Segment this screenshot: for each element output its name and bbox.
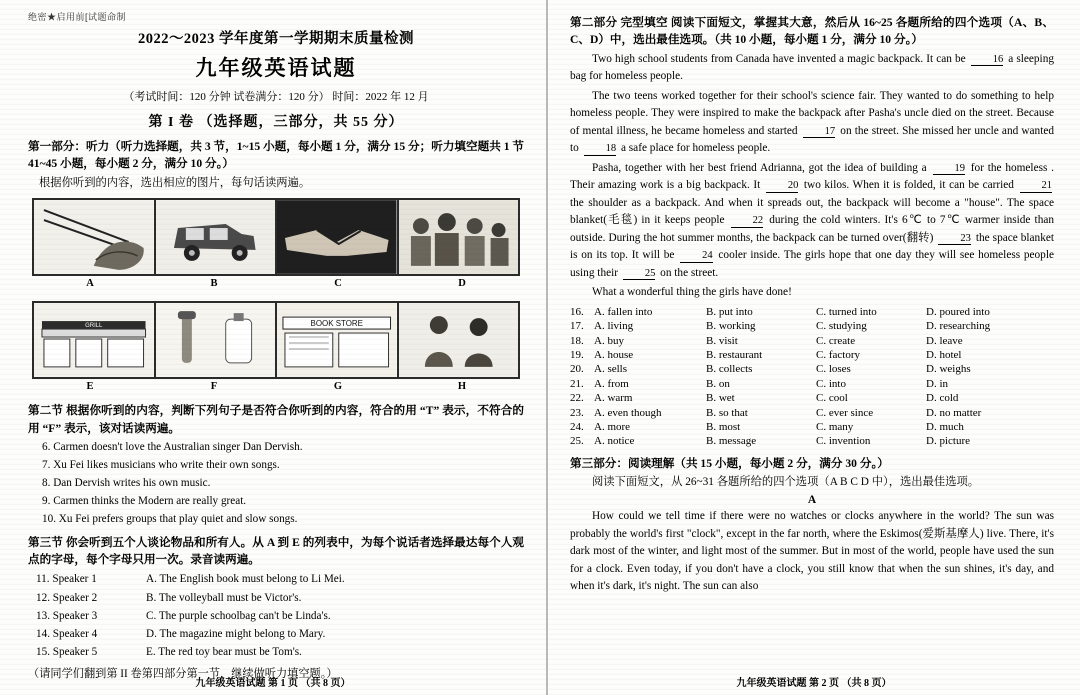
picture-label-b: B	[210, 278, 218, 290]
cloze-text: The two teens worked together for their school's science fair. They wanted to do something to help homeless people. They were inspired to make the backpack after Pasha's uncle died on the street. Because of mental illness, he became homeless and started	[570, 89, 1054, 137]
two-persons-icon	[399, 303, 519, 377]
toothbrush-paste-icon	[156, 303, 276, 377]
speaker-option: C. The purple schoolbag can't be Linda's.	[146, 609, 331, 622]
passage-a-text: How could we tell time if there were no watches or clocks anywhere in the world? The sun was probably the world's first "clock", except in the far north, where the Eskimos(爱斯基摩人) live. There, it's dark most of the winter, and light most of the summer. But in most of the world, people have used the sun for a clock. Even today, if you don't have a clock, you still know that when the sun shines, it's day, and when it's dark, it's night. The sun can also	[570, 510, 1054, 593]
picture-label-h: H	[457, 381, 467, 393]
option-d[interactable]: D. poured into	[926, 305, 990, 318]
exam-subtitle: （考试时间：120 分钟 试卷满分：120 分） 时间：2022 年 12 月	[123, 91, 429, 103]
option-d[interactable]: D. in	[926, 377, 948, 390]
speaker-option: A. The English book must belong to Li Mei.	[146, 573, 345, 586]
section2-item: 7. Xu Fei likes musicians who write their own songs.	[42, 458, 280, 471]
picture-label-f: F	[210, 381, 218, 393]
toy-car-icon	[156, 200, 276, 274]
picture-labels-row-1	[28, 278, 524, 293]
option-a[interactable]: A. from	[594, 377, 629, 390]
cloze-paragraph-4: What a wonderful thing the girls have done!	[592, 286, 792, 299]
picture-label-c: C	[334, 278, 342, 290]
cloze-text: Pasha, together with her best friend Adrianna, got the idea of building a	[592, 161, 931, 174]
option-a[interactable]: A. house	[594, 349, 634, 362]
option-a[interactable]: A. even though	[594, 406, 662, 419]
cloze-blank-16[interactable]: 16	[971, 55, 1004, 67]
option-number: 23.	[570, 406, 584, 419]
option-a[interactable]: A. buy	[594, 334, 624, 347]
option-d[interactable]: D. researching	[926, 320, 991, 333]
option-b[interactable]: B. wet	[706, 392, 735, 405]
restaurant-building-icon	[34, 303, 154, 377]
option-c[interactable]: C. cool	[816, 392, 848, 405]
picture-labels-row-2	[28, 381, 524, 396]
passage-letter: A	[807, 494, 817, 507]
section2-heading: 第二节 根据你听到的内容，判断下列句子是否符合你听到的内容，符合的用 “T” 表示，不符合的用 “F” 表示，该对话读两遍。	[28, 404, 524, 435]
option-number: 21.	[570, 377, 584, 390]
speaker-option: B. The volleyball must be Victor's.	[146, 591, 302, 604]
section3-heading: 第三节 你会听到五个人谈论物品和所有人。从 A 到 E 的列表中，为每个说话者选择最达每个人观点的字母，每个字母只用一次。录音读两遍。	[28, 535, 524, 567]
speaker-option-column	[146, 570, 524, 661]
table-row	[570, 319, 1054, 333]
option-number: 19.	[570, 349, 584, 362]
listening-picture-grid	[32, 198, 520, 276]
picture-b	[155, 199, 277, 275]
option-c[interactable]: C. create	[816, 334, 856, 347]
option-b[interactable]: B. on	[706, 377, 730, 390]
crowd-people-icon	[399, 200, 519, 274]
picture-label-e: E	[86, 381, 94, 393]
speaker-item: 15. Speaker 5	[36, 646, 98, 659]
cloze-text: on the street.	[657, 266, 719, 279]
cloze-text: the space blanket is on its top. It will be	[570, 231, 1054, 262]
cloze-blank-25[interactable]: 25	[623, 269, 656, 281]
table-row	[570, 362, 1054, 376]
option-d[interactable]: D. weighs	[926, 363, 971, 376]
section2-item: 10. Xu Fei prefers groups that play quiet and slow songs.	[42, 512, 298, 525]
cloze-paragraph-2	[570, 88, 1054, 158]
option-a[interactable]: A. warm	[594, 392, 633, 405]
option-d[interactable]: D. much	[926, 420, 964, 433]
speaker-match-table	[28, 570, 524, 661]
option-number: 22.	[570, 392, 584, 405]
option-d[interactable]: D. cold	[926, 392, 959, 405]
picture-c	[276, 199, 398, 275]
chopsticks-hand-icon	[34, 200, 154, 274]
cloze-text: Two high school students from Canada have invented a magic backpack. It can be	[592, 52, 969, 65]
cloze-paragraph-1	[570, 51, 1054, 86]
cloze-blank-24[interactable]: 24	[680, 251, 713, 263]
option-d[interactable]: D. no matter	[926, 406, 982, 419]
cloze-blank-22[interactable]: 22	[731, 216, 764, 228]
paper-part-heading: 第 I 卷 （选择题，三部分，共 55 分）	[148, 115, 404, 130]
option-number: 17.	[570, 320, 584, 333]
option-c[interactable]: C. studying	[816, 320, 867, 333]
table-row	[570, 305, 1054, 319]
table-row	[570, 405, 1054, 419]
option-c[interactable]: C. loses	[816, 363, 851, 376]
table-row	[570, 334, 1054, 348]
option-d[interactable]: D. hotel	[926, 349, 962, 362]
handshake-icon	[277, 200, 397, 274]
option-b[interactable]: B. most	[706, 420, 741, 433]
option-b[interactable]: B. working	[706, 320, 756, 333]
table-row	[570, 391, 1054, 405]
option-b[interactable]: B. restaurant	[706, 349, 763, 362]
picture-label-d: D	[458, 278, 466, 290]
option-number: 24.	[570, 420, 584, 433]
option-number: 25.	[570, 435, 584, 448]
svg-text:GRILL: GRILL	[85, 323, 103, 330]
part3-heading: 第三部分：阅读理解（共 15 小题，每小题 2 分，满分 30 分。）	[570, 456, 889, 470]
option-number: 16.	[570, 305, 584, 318]
cloze-blank-23[interactable]: 23	[938, 234, 971, 246]
section2-item: 6. Carmen doesn't love the Australian singer Dan Dervish.	[42, 441, 303, 454]
picture-d	[398, 199, 520, 275]
section2-item: 8. Dan Dervish writes his own music.	[42, 476, 211, 489]
cloze-text: two kilos. When it is folded, it can be carried	[800, 179, 1018, 192]
cloze-blank-17[interactable]: 17	[803, 127, 836, 139]
option-c[interactable]: C. invention	[816, 435, 871, 448]
exam-title-line1: 2022～2023 学年度第一学期期末质量检测	[137, 31, 415, 47]
section2-item: 9. Carmen thinks the Modern are really great.	[42, 494, 247, 507]
cloze-text: for the homeless . Their amazing work is a big backpack. It	[570, 161, 1054, 192]
page-right	[548, 0, 1080, 695]
speaker-column	[28, 570, 146, 661]
table-row	[570, 348, 1054, 362]
picture-a	[33, 199, 155, 275]
option-a[interactable]: A. sells	[594, 363, 627, 376]
speaker-option: D. The magazine might belong to Mary.	[146, 627, 326, 640]
picture-g	[276, 302, 398, 378]
option-c[interactable]: C. into	[816, 377, 846, 390]
picture-f	[155, 302, 277, 378]
picture-label-g: G	[333, 381, 343, 393]
option-c[interactable]: C. many	[816, 420, 854, 433]
part2-heading: 第二部分 完型填空 阅读下面短文，掌握其大意，然后从 16~25 各题所给的四个选项（A、B、C、D）中，选出最佳选项。（共 10 小题，每小题 1 分，满分 10 分。）	[570, 16, 1054, 47]
cloze-blank-18[interactable]: 18	[584, 144, 617, 156]
option-c[interactable]: C. turned into	[816, 305, 877, 318]
option-number: 20.	[570, 363, 584, 376]
option-b[interactable]: B. so that	[706, 406, 748, 419]
speaker-item: 13. Speaker 3	[36, 609, 98, 622]
cloze-paragraph-3	[570, 160, 1054, 283]
exam-title-line2: 九年级英语试题	[195, 56, 357, 80]
option-a[interactable]: A. living	[594, 320, 634, 333]
option-d[interactable]: D. picture	[926, 435, 970, 448]
picture-label-a: A	[86, 278, 94, 290]
option-a[interactable]: A. notice	[594, 435, 635, 448]
cloze-options-table	[570, 305, 1054, 449]
option-number: 18.	[570, 334, 584, 347]
option-a[interactable]: A. fallen into	[594, 305, 653, 318]
speaker-item: 11. Speaker 1	[36, 573, 97, 586]
picture-h	[398, 302, 520, 378]
svg-text:BOOK STORE: BOOK STORE	[310, 319, 363, 329]
cloze-blank-21[interactable]: 21	[1020, 181, 1053, 193]
option-c[interactable]: C. ever since	[816, 406, 874, 419]
cloze-text: a sleeping bag for homeless people.	[570, 52, 1054, 83]
book-store-icon	[277, 303, 397, 377]
table-row	[570, 377, 1054, 391]
cloze-text: on the street. She missed her uncle and wanted to	[570, 124, 1055, 155]
table-row	[570, 434, 1054, 448]
page-footer-left: 九年级英语试题 第 1 页 （共 8 页）	[195, 678, 351, 689]
page-footer-right: 九年级英语试题 第 2 页 （共 8 页）	[736, 678, 892, 689]
picture-e	[33, 302, 155, 378]
cloze-text: a safe place for homeless people.	[618, 142, 771, 155]
cloze-text: during the cold winters. It's 6℃ to 7℃ warmer inside than outside. During the hot summer months, the backpack can be turned over(翻转)	[570, 214, 1054, 244]
speaker-option: E. The red toy bear must be Tom's.	[146, 646, 302, 659]
speaker-item: 14. Speaker 4	[36, 627, 98, 640]
option-b[interactable]: B. collects	[706, 363, 753, 376]
cloze-text: cooler inside. The girls hope that one day they will see homeless people using their	[570, 249, 1054, 279]
cloze-blank-19[interactable]: 19	[933, 164, 966, 176]
option-d[interactable]: D. leave	[926, 334, 963, 347]
cloze-text: the shoulder as a backpack. And when it spreads out, the backpack will become a "house". The space blanket(毛毯) in it keeps people	[570, 196, 1054, 227]
speaker-item: 12. Speaker 2	[36, 591, 98, 604]
part1-heading: 第一部分：听力（听力选择题，共 3 节，1~15 小题，每小题 1 分，满分 15 分；听力填空题共 1 节 41~45 小题，每小题 2 分，满分 10 分。）	[28, 140, 524, 171]
option-b[interactable]: B. message	[706, 435, 757, 448]
turn-page-note: （请同学们翻到第 II 卷第四部分第一节，继续做听力填空题。）	[28, 668, 338, 681]
option-c[interactable]: C. factory	[816, 349, 860, 362]
listening-picture-grid-2	[32, 301, 520, 379]
option-b[interactable]: B. put into	[706, 305, 753, 318]
option-a[interactable]: A. more	[594, 420, 631, 433]
part3-subheading: 阅读下面短文，从 26~31 各题所给的四个选项（A B C D 中），选出最佳选项。	[592, 475, 980, 488]
option-b[interactable]: B. visit	[706, 334, 738, 347]
secrecy-note: 绝密★启用前[试题命制	[28, 12, 127, 22]
table-row	[570, 420, 1054, 434]
picture-instruction: 根据你听到的内容，选出相应的图片，每句话读两遍。	[39, 176, 311, 189]
cloze-blank-20[interactable]: 20	[766, 181, 799, 193]
